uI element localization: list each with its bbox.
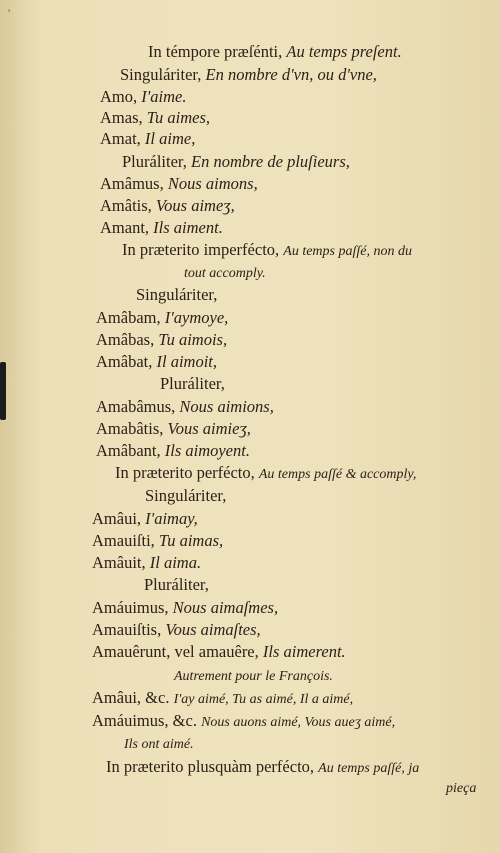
- french-text: Nous auons aimé, Vous aueʒ aimé,: [201, 715, 396, 730]
- text-line: [136, 285, 217, 305]
- catchword: pieça: [446, 781, 477, 796]
- text-line: [122, 240, 412, 262]
- french-text: I'aime.: [141, 87, 187, 106]
- french-text: Nous aimaſmes,: [172, 598, 279, 617]
- french-text: Vous aimeʒ,: [155, 196, 235, 215]
- french-text: En nombre de pluſieurs,: [191, 152, 350, 171]
- french-text: Il aima.: [149, 553, 202, 572]
- text-line: [92, 620, 261, 640]
- french-text: Autrement pour le François.: [174, 669, 333, 684]
- text-line: [100, 87, 186, 107]
- text-line: [174, 665, 333, 687]
- text-line: [92, 642, 346, 662]
- french-text: Ils aimerent.: [262, 642, 346, 661]
- text-line: [92, 553, 201, 573]
- french-text: Au temps paſſé, non du: [283, 244, 412, 259]
- latin-text: In præterito imperfécto,: [122, 240, 284, 259]
- latin-text: Amâtis,: [100, 196, 156, 215]
- corner-mark: ': [8, 6, 11, 20]
- text-line: [100, 108, 210, 128]
- text-line: [115, 463, 416, 485]
- french-text: Ils aiment.: [153, 218, 223, 237]
- text-line: [92, 531, 223, 551]
- latin-text: Amauêrunt, vel amauêre,: [92, 642, 263, 661]
- text-line: [124, 733, 194, 755]
- text-line: [96, 397, 274, 417]
- french-text: Vous aimaſtes,: [165, 620, 261, 639]
- french-text: Ils aimoyent.: [164, 441, 250, 460]
- latin-text: Amauiſti,: [92, 531, 159, 550]
- latin-text: Amant,: [100, 218, 154, 237]
- text-line: [96, 308, 228, 328]
- text-line: [92, 509, 198, 529]
- latin-text: In témpore præſénti,: [148, 42, 287, 61]
- latin-text: Pluráliter,: [144, 575, 209, 594]
- text-line: [144, 575, 209, 595]
- text-line: [122, 152, 350, 172]
- latin-text: Amabâmus,: [96, 397, 180, 416]
- text-line: [148, 42, 402, 62]
- french-text: Nous aimions,: [179, 397, 274, 416]
- latin-text: Amâbas,: [96, 330, 159, 349]
- latin-text: Singuláriter,: [145, 486, 227, 505]
- binding-mark: [0, 362, 6, 420]
- french-text: Tu aimois,: [158, 330, 228, 349]
- text-line: [92, 711, 395, 733]
- latin-text: Amâui,: [92, 509, 146, 528]
- french-text: Il aimoit,: [156, 352, 217, 371]
- text-line: [100, 218, 223, 238]
- latin-text: Singuláriter,: [120, 65, 206, 84]
- french-text: En nombre d'vn, ou d'vne,: [205, 65, 377, 84]
- french-text: Au temps preſent.: [286, 42, 402, 61]
- text-line: [92, 688, 353, 710]
- text-line: [120, 65, 377, 85]
- text-line: [96, 441, 250, 461]
- text-line: [96, 352, 217, 372]
- latin-text: Amâuit,: [92, 553, 150, 572]
- french-text: I'aymoye,: [164, 308, 229, 327]
- french-text: Vous aimieʒ,: [167, 419, 251, 438]
- french-text: Tu aimas,: [158, 531, 224, 550]
- text-line: [100, 174, 258, 194]
- text-line: [96, 419, 251, 439]
- text-line: [160, 374, 225, 394]
- latin-text: Amáuimus, &c.: [92, 711, 202, 730]
- french-text: Ils ont aimé.: [124, 737, 194, 752]
- text-line: [100, 196, 235, 216]
- latin-text: Pluráliter,: [160, 374, 225, 393]
- french-text: Il aime,: [144, 129, 196, 148]
- french-text: Au temps paſſé & accomply,: [258, 467, 417, 482]
- latin-text: In præterito perfécto,: [115, 463, 259, 482]
- latin-text: In præterito plusquàm perfécto,: [106, 757, 319, 776]
- text-line: [96, 330, 227, 350]
- latin-text: Amat,: [100, 129, 145, 148]
- french-text: Au temps paſſé, ja: [318, 761, 420, 776]
- text-line: [92, 598, 278, 618]
- text-line: [106, 757, 419, 779]
- latin-text: Amâbat,: [96, 352, 157, 371]
- latin-text: Amáuimus,: [92, 598, 173, 617]
- latin-text: Amâbam,: [96, 308, 165, 327]
- latin-text: Amauiſtis,: [92, 620, 166, 639]
- latin-text: Amâbant,: [96, 441, 165, 460]
- latin-text: Amo,: [100, 87, 142, 106]
- latin-text: Amabâtis,: [96, 419, 168, 438]
- text-line: [184, 262, 266, 284]
- french-text: I'aimay,: [145, 509, 198, 528]
- french-text: tout accomply.: [184, 266, 266, 281]
- latin-text: Amas,: [100, 108, 147, 127]
- french-text: I'ay aimé, Tu as aimé, Il a aimé,: [173, 692, 354, 707]
- text-line: [100, 129, 195, 149]
- latin-text: Amâui, &c.: [92, 688, 174, 707]
- french-text: Nous aimons,: [167, 174, 258, 193]
- latin-text: Singuláriter,: [136, 285, 218, 304]
- latin-text: Pluráliter,: [122, 152, 191, 171]
- text-line: [145, 486, 226, 506]
- french-text: Tu aimes,: [146, 108, 211, 127]
- latin-text: Amâmus,: [100, 174, 168, 193]
